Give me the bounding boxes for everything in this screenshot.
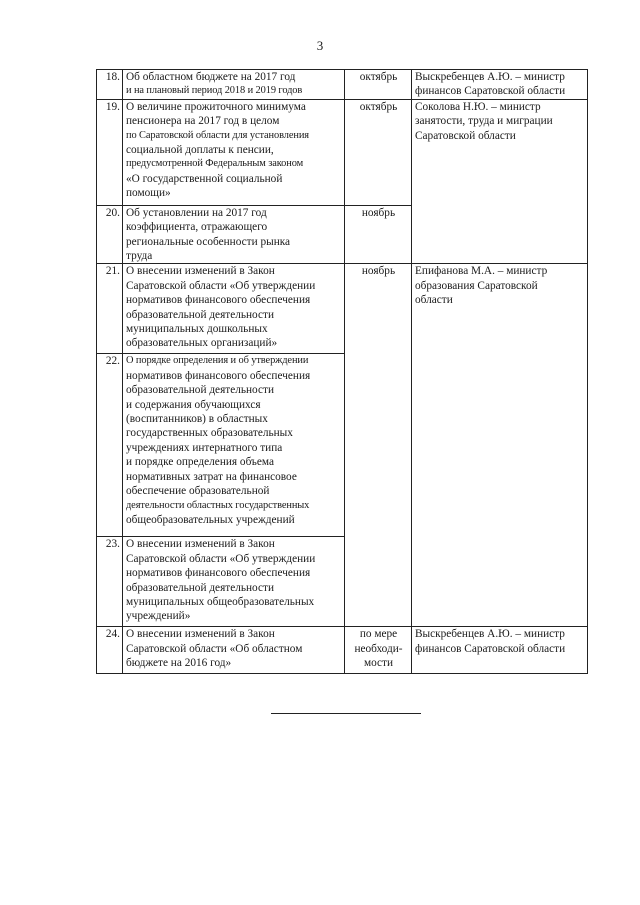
row-number: 24.	[97, 627, 123, 674]
date-line: ноябрь	[361, 206, 396, 219]
date-line: ноябрь	[361, 265, 396, 278]
bill-title-line: бюджете на 2016 год»	[126, 657, 232, 670]
bill-title-line: нормативов финансового обеспечения	[126, 369, 311, 382]
responsible-official	[412, 70, 588, 100]
bill-title-line: Саратовской области «Об утверждении	[126, 552, 316, 565]
bill-title	[123, 99, 345, 205]
row-number: 19.	[97, 99, 123, 205]
bill-title	[123, 537, 345, 627]
submission-date	[345, 627, 412, 674]
responsible-line: занятости, труда и миграции	[415, 115, 553, 128]
responsible-official	[412, 99, 588, 264]
bill-title-line: Саратовской области «Об областном	[126, 642, 303, 655]
table-row	[97, 99, 588, 205]
bill-title-line: муниципальных дошкольных	[126, 323, 268, 336]
page-number: 3	[316, 38, 324, 53]
responsible-line: Соколова Н.Ю. – министр	[415, 100, 541, 113]
bill-title	[123, 264, 345, 354]
responsible-line: Епифанова М.А. – министр	[415, 265, 548, 278]
table-row	[97, 627, 588, 674]
table-row	[97, 264, 588, 354]
bill-title	[123, 70, 345, 100]
date-line: необходи-	[354, 642, 403, 655]
bill-title-line: общеобразовательных учреждений	[126, 513, 295, 526]
responsible-line: Выскребенцев А.Ю. – министр	[415, 71, 565, 83]
bill-title-line: и содержания обучающихся	[126, 398, 261, 411]
row-number: 21.	[97, 264, 123, 354]
row-number: 18.	[97, 70, 123, 100]
responsible-line: области	[415, 294, 453, 307]
responsible-line: финансов Саратовской области	[415, 642, 566, 655]
bill-title-line: помощи»	[126, 187, 171, 200]
date-line: октябрь	[359, 100, 398, 113]
bill-title	[123, 354, 345, 537]
bill-title-line: социальной доплаты к пенсии,	[126, 144, 274, 157]
submission-date	[345, 99, 412, 205]
bill-title-line: нормативов финансового обеспечения	[126, 567, 311, 580]
responsible-line: образования Саратовской	[415, 279, 538, 292]
end-of-document-rule	[271, 713, 421, 714]
responsible-official	[412, 627, 588, 674]
bill-title-line: учреждениях интернатного типа	[126, 441, 283, 454]
bill-title-line: «О государственной социальной	[126, 172, 283, 185]
bill-title-line: О внесении изменений в Закон	[126, 628, 275, 641]
bill-title-line: образовательных организаций»	[126, 337, 278, 350]
bill-title-line: и порядке определения объема	[126, 456, 274, 469]
bill-title-line: труда	[126, 250, 153, 263]
schedule-table	[96, 69, 588, 674]
row-number: 22.	[97, 354, 123, 537]
row-number: 23.	[97, 537, 123, 627]
bill-title-line: О порядке определения и об утверждении	[126, 355, 309, 367]
bill-title-line: О внесении изменений в Закон	[126, 265, 275, 278]
responsible-line: Саратовской области	[415, 129, 516, 142]
bill-title	[123, 627, 345, 674]
bill-title-line: образовательной деятельности	[126, 581, 274, 594]
submission-date	[345, 205, 412, 264]
date-line: мости	[363, 657, 394, 670]
responsible-official	[412, 264, 588, 627]
bill-title-line: государственных образовательных	[126, 427, 293, 440]
bill-title-line: Саратовской области «Об утверждении	[126, 279, 316, 292]
bill-title-line: обеспечение образовательной	[126, 485, 270, 498]
bill-title-line: Об областном бюджете на 2017 год	[126, 71, 296, 83]
bill-title-line: Об установлении на 2017 год	[126, 206, 267, 219]
bill-title-line: О внесении изменений в Закон	[126, 538, 275, 551]
date-line: октябрь	[359, 71, 398, 83]
responsible-line: Выскребенцев А.Ю. – министр	[415, 628, 565, 641]
bill-title-line: нормативных затрат на финансовое	[126, 470, 297, 483]
bill-title-line: предусмотренной Федеральным законом	[126, 158, 304, 170]
bill-title-line: нормативов финансового обеспечения	[126, 294, 311, 307]
bill-title-line: коэффициента, отражающего	[126, 221, 268, 234]
bill-title-line: и на плановый период 2018 и 2019 годов	[126, 85, 303, 97]
bill-title	[123, 205, 345, 264]
responsible-line: финансов Саратовской области	[415, 85, 566, 98]
bill-title-line: (воспитанников) в областных	[126, 413, 268, 426]
bill-title-line: пенсионера на 2017 год в целом	[126, 115, 280, 128]
submission-date	[345, 70, 412, 100]
bill-title-line: муниципальных общеобразовательных	[126, 596, 315, 609]
bill-title-line: образовательной деятельности	[126, 384, 274, 397]
bill-title-line: по Саратовской области для установления	[126, 129, 309, 141]
bill-title-line: образовательной деятельности	[126, 308, 274, 321]
row-number: 20.	[97, 205, 123, 264]
submission-date	[345, 264, 412, 627]
date-line: по мере	[359, 628, 398, 641]
bill-title-line: деятельности областных государственных	[126, 499, 310, 511]
bill-title-line: учреждений»	[126, 610, 191, 623]
bill-title-line: О величине прожиточного минимума	[126, 100, 306, 113]
table-row	[97, 70, 588, 100]
bill-title-line: региональные особенности рынка	[126, 235, 291, 248]
